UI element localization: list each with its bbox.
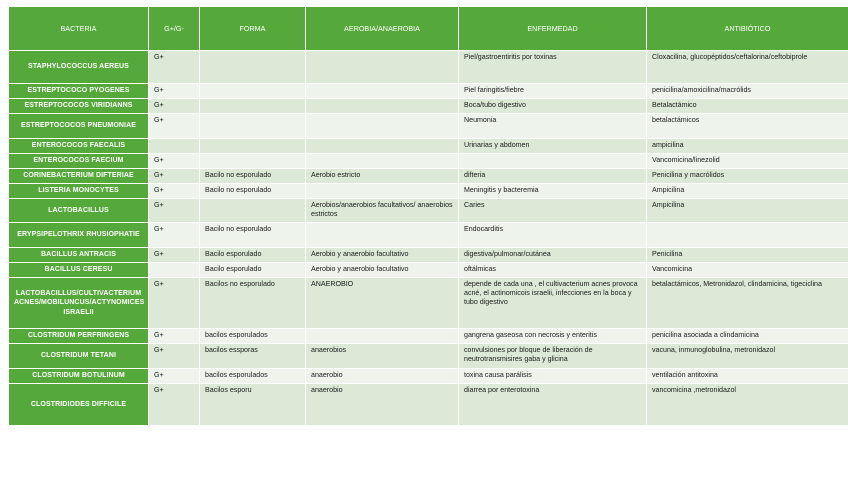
forma-cell: [200, 139, 306, 154]
forma-cell: Bacilo esporulado: [200, 248, 306, 263]
gram-cell: G+: [149, 84, 200, 99]
gram-cell: G+: [149, 278, 200, 329]
bacteria-cell: CLOSTRIDUM TETANI: [9, 344, 149, 369]
antibiotico-cell: betalactámicos, Metronidazol, clindamicina, tigeciclina: [647, 278, 848, 329]
table-row: [9, 223, 848, 248]
bacteria-cell: ENTEROCOCOS FAECIUM: [9, 154, 149, 169]
enfermedad-cell: toxina causa parálisis: [459, 369, 647, 384]
gram-cell: G+: [149, 223, 200, 248]
bacteria-cell: ENTEROCOCOS FAECALIS: [9, 139, 149, 154]
aerobia-cell: [306, 114, 459, 139]
header-enfermedad: ENFERMEDAD: [459, 7, 647, 51]
bacteria-cell: BACILLUS CERESU: [9, 263, 149, 278]
table-row: [9, 169, 848, 184]
antibiotico-cell: Penicilina: [647, 248, 848, 263]
enfermedad-cell: Urinarias y abdomen: [459, 139, 647, 154]
bacteria-cell: CORINEBACTERIUM DIFTERIAE: [9, 169, 149, 184]
gram-cell: G+: [149, 114, 200, 139]
gram-cell: G+: [149, 169, 200, 184]
aerobia-cell: Aerobio y anaerobio facultativo: [306, 263, 459, 278]
enfermedad-cell: gangrena gaseosa con necrosis y enteritis: [459, 329, 647, 344]
forma-cell: Bacilos esporu: [200, 384, 306, 426]
aerobia-cell: [306, 84, 459, 99]
table-row: [9, 263, 848, 278]
enfermedad-cell: Caries: [459, 199, 647, 223]
bacteria-cell: CLOSTRIDIODES DIFFICILE: [9, 384, 149, 426]
gram-cell: G+: [149, 199, 200, 223]
gram-cell: G+: [149, 154, 200, 169]
forma-cell: [200, 199, 306, 223]
enfermedad-cell: Piel faringitis/fiebre: [459, 84, 647, 99]
gram-cell: [149, 139, 200, 154]
aerobia-cell: [306, 184, 459, 199]
table-row: [9, 369, 848, 384]
antibiotico-cell: Betalactámico: [647, 99, 848, 114]
bacteria-cell: LISTERIA MONOCYTES: [9, 184, 149, 199]
antibiotico-cell: ampicilina: [647, 139, 848, 154]
gram-cell: G+: [149, 384, 200, 426]
gram-cell: G+: [149, 184, 200, 199]
table-row: [9, 344, 848, 369]
forma-cell: bacilos essporas: [200, 344, 306, 369]
header-gram: G+/G-: [149, 7, 200, 51]
aerobia-cell: [306, 223, 459, 248]
bacteria-cell: BACILLUS ANTRACIS: [9, 248, 149, 263]
antibiotico-cell: [647, 223, 848, 248]
enfermedad-cell: Endocarditis: [459, 223, 647, 248]
aerobia-cell: Aerobio y anaerobio facultativo: [306, 248, 459, 263]
table-row: [9, 154, 848, 169]
antibiotico-cell: vacuna, inmunoglobulina, metronidazol: [647, 344, 848, 369]
gram-cell: G+: [149, 51, 200, 84]
antibiotico-cell: penicilina/amoxicilina/macrólids: [647, 84, 848, 99]
gram-cell: G+: [149, 99, 200, 114]
forma-cell: [200, 99, 306, 114]
bacteria-cell: LACTOBACILLUS: [9, 199, 149, 223]
table-row: [9, 99, 848, 114]
table-row: [9, 248, 848, 263]
forma-cell: Bacilo esporulado: [200, 263, 306, 278]
antibiotico-cell: ventilación antitoxina: [647, 369, 848, 384]
enfermedad-cell: Piel/gastroentiritis por toxinas: [459, 51, 647, 84]
forma-cell: [200, 114, 306, 139]
bacteria-cell: ESTREPTOCOCOS VIRIDIANNS: [9, 99, 149, 114]
bacteria-cell: ESTREPTOCOCO PYOGENES: [9, 84, 149, 99]
forma-cell: [200, 84, 306, 99]
table-row: [9, 384, 848, 426]
table-row: [9, 199, 848, 223]
aerobia-cell: [306, 329, 459, 344]
table-row: [9, 84, 848, 99]
aerobia-cell: [306, 99, 459, 114]
antibiotico-cell: penicilina asociada a clindamicina: [647, 329, 848, 344]
header-antibiotico: ANTIBIÓTICO: [647, 7, 848, 51]
gram-cell: G+: [149, 248, 200, 263]
enfermedad-cell: digestiva/pulmonar/cutánea: [459, 248, 647, 263]
forma-cell: [200, 51, 306, 84]
bacteria-table: [8, 6, 848, 426]
aerobia-cell: [306, 154, 459, 169]
table-row: [9, 51, 848, 84]
forma-cell: Bacilo no esporulado: [200, 184, 306, 199]
table-header: [9, 7, 848, 51]
enfermedad-cell: Boca/tubo digestivo: [459, 99, 647, 114]
bacteria-cell: LACTOBACILLUS/CULTIVACTERIUM ACNES/MOBILUNCUS/ACTYNOMICES ISRAELII: [9, 278, 149, 329]
table-body: [9, 51, 848, 426]
gram-cell: G+: [149, 329, 200, 344]
antibiotico-cell: Vancomicina/linezolid: [647, 154, 848, 169]
enfermedad-cell: oftálmicas: [459, 263, 647, 278]
antibiotico-cell: Vancomicina: [647, 263, 848, 278]
table-row: [9, 184, 848, 199]
aerobia-cell: Aerobio estricto: [306, 169, 459, 184]
header-aerobia: AEROBIA/ANAEROBIA: [306, 7, 459, 51]
gram-cell: [149, 263, 200, 278]
enfermedad-cell: diarrea por enterotoxina: [459, 384, 647, 426]
antibiotico-cell: vancomicina ,metronidazol: [647, 384, 848, 426]
bacteria-cell: CLOSTRIDUM PERFRINGENS: [9, 329, 149, 344]
antibiotico-cell: betalactámicos: [647, 114, 848, 139]
aerobia-cell: anaerobio: [306, 384, 459, 426]
aerobia-cell: [306, 139, 459, 154]
bacteria-cell: ERYPSIPELOTHRIX RHUSIOPHATIE: [9, 223, 149, 248]
forma-cell: Bacilos no esporulado: [200, 278, 306, 329]
enfermedad-cell: difteria: [459, 169, 647, 184]
bacteria-cell: STAPHYLOCOCCUS AEREUS: [9, 51, 149, 84]
table-row: [9, 139, 848, 154]
gram-cell: G+: [149, 344, 200, 369]
enfermedad-cell: [459, 154, 647, 169]
aerobia-cell: Aerobios/anaerobios facultativos/ anaerobios estrictos: [306, 199, 459, 223]
forma-cell: [200, 154, 306, 169]
forma-cell: bacilos esporulados: [200, 369, 306, 384]
table-row: [9, 278, 848, 329]
aerobia-cell: anaerobio: [306, 369, 459, 384]
bacteria-cell: CLOSTRIDUM BOTULINUM: [9, 369, 149, 384]
antibiotico-cell: Cloxacilina, glucopéptidos/ceftalorina/ceftobiprole: [647, 51, 848, 84]
table-row: [9, 114, 848, 139]
antibiotico-cell: Penicilina y macrólidos: [647, 169, 848, 184]
header-bacteria: BACTERIA: [9, 7, 149, 51]
enfermedad-cell: convulsiones por bloque de liberación de neutrotransmisires gaba y glicina: [459, 344, 647, 369]
aerobia-cell: anaerobios: [306, 344, 459, 369]
gram-cell: G+: [149, 369, 200, 384]
table-row: [9, 329, 848, 344]
header-forma: FORMA: [200, 7, 306, 51]
forma-cell: Bacilo no esporulado: [200, 223, 306, 248]
enfermedad-cell: Meningitis y bacteremia: [459, 184, 647, 199]
aerobia-cell: ANAEROBIO: [306, 278, 459, 329]
forma-cell: Bacilo no esporulado: [200, 169, 306, 184]
enfermedad-cell: depende de cada una , el cultivacterium acnes provoca acné, el actinomicois israelii, infecciones en la boca y tubo digestivo: [459, 278, 647, 329]
antibiotico-cell: Ampicilina: [647, 184, 848, 199]
bacteria-cell: ESTREPTOCOCOS PNEUMONIAE: [9, 114, 149, 139]
antibiotico-cell: Ampicilina: [647, 199, 848, 223]
aerobia-cell: [306, 51, 459, 84]
forma-cell: bacilos esporulados: [200, 329, 306, 344]
enfermedad-cell: Neumonia: [459, 114, 647, 139]
